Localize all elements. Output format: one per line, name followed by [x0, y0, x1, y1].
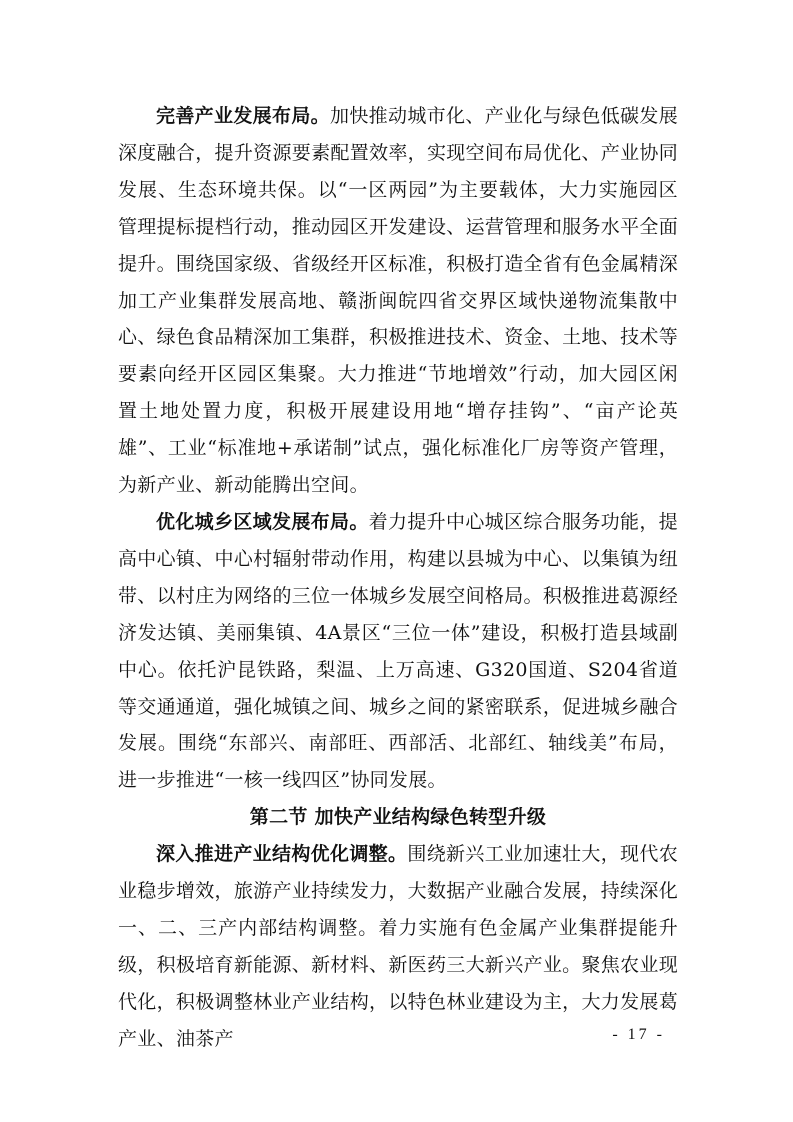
section-heading: 第二节 加快产业结构绿色转型升级 [249, 806, 547, 829]
paragraph-lead: 深入推进产业结构优化调整。 [156, 843, 408, 866]
paragraph-lead: 优化城乡区域发展布局。 [156, 510, 369, 533]
body-text [118, 98, 678, 1058]
paragraph-structure-optimization [118, 836, 678, 1057]
paragraph-industry-layout [118, 98, 678, 504]
page-number: - 17 - [612, 1026, 665, 1043]
paragraph-body: 围绕新兴工业加速壮大，现代农业稳步增效，旅游产业持续发力，大数据产业融合发展，持续深化一、二、三产内部结构调整。着力实施有色金属产业集群提能升级，积极培育新能源、新材料、新医药三大新兴产业。聚焦农业现代化，积极调整林业产业结构，以特色林业建设为主，大力发展葛产业、油茶产 [118, 843, 679, 1050]
paragraph-body: 加快推动城市化、产业化与绿色低碳发展深度融合，提升资源要素配置效率，实现空间布局优化、产业协同发展、生态环境共保。以“一区两园”为主要载体，大力实施园区管理提标提档行动，推动园区开发建设、运营管理和服务水平全面提升。围绕国家级、省级经开区标准，积极打造全省有色金属精深加工产业集群发展高地、赣浙闽皖四省交界区域快递物流集散中心、绿色食品精深加工集群，积极推进技术、资金、土地、技术等要素向经开区园区集聚。大力推进“节地增效”行动，加大园区闲置土地处置力度，积极开展建设用地“增存挂钩”、“亩产论英雄”、工业“标准地+承诺制”试点，强化标准化厂房等资产管理，为新产业、新动能腾出空间。 [118, 105, 678, 497]
paragraph-urban-rural-layout [118, 504, 678, 799]
paragraph-lead: 完善产业发展布局。 [156, 105, 331, 127]
paragraph-body: 着力提升中心城区综合服务功能，提高中心镇、中心村辐射带动作用，构建以县城为中心、以集镇为纽带、以村庄为网络的三位一体城乡发展空间格局。积极推进葛源经济发达镇、美丽集镇、4A景区“三位一体”建设，积极打造县域副中心。依托沪昆铁路，梨温、上万高速、G320国道、S204省道等交通通道，强化城镇之间、城乡之间的紧密联系，促进城乡融合发展。围绕“东部兴、南部旺、西部活、北部红、轴线美”布局，进一步推进“一核一线四区”协同发展。 [118, 510, 678, 792]
